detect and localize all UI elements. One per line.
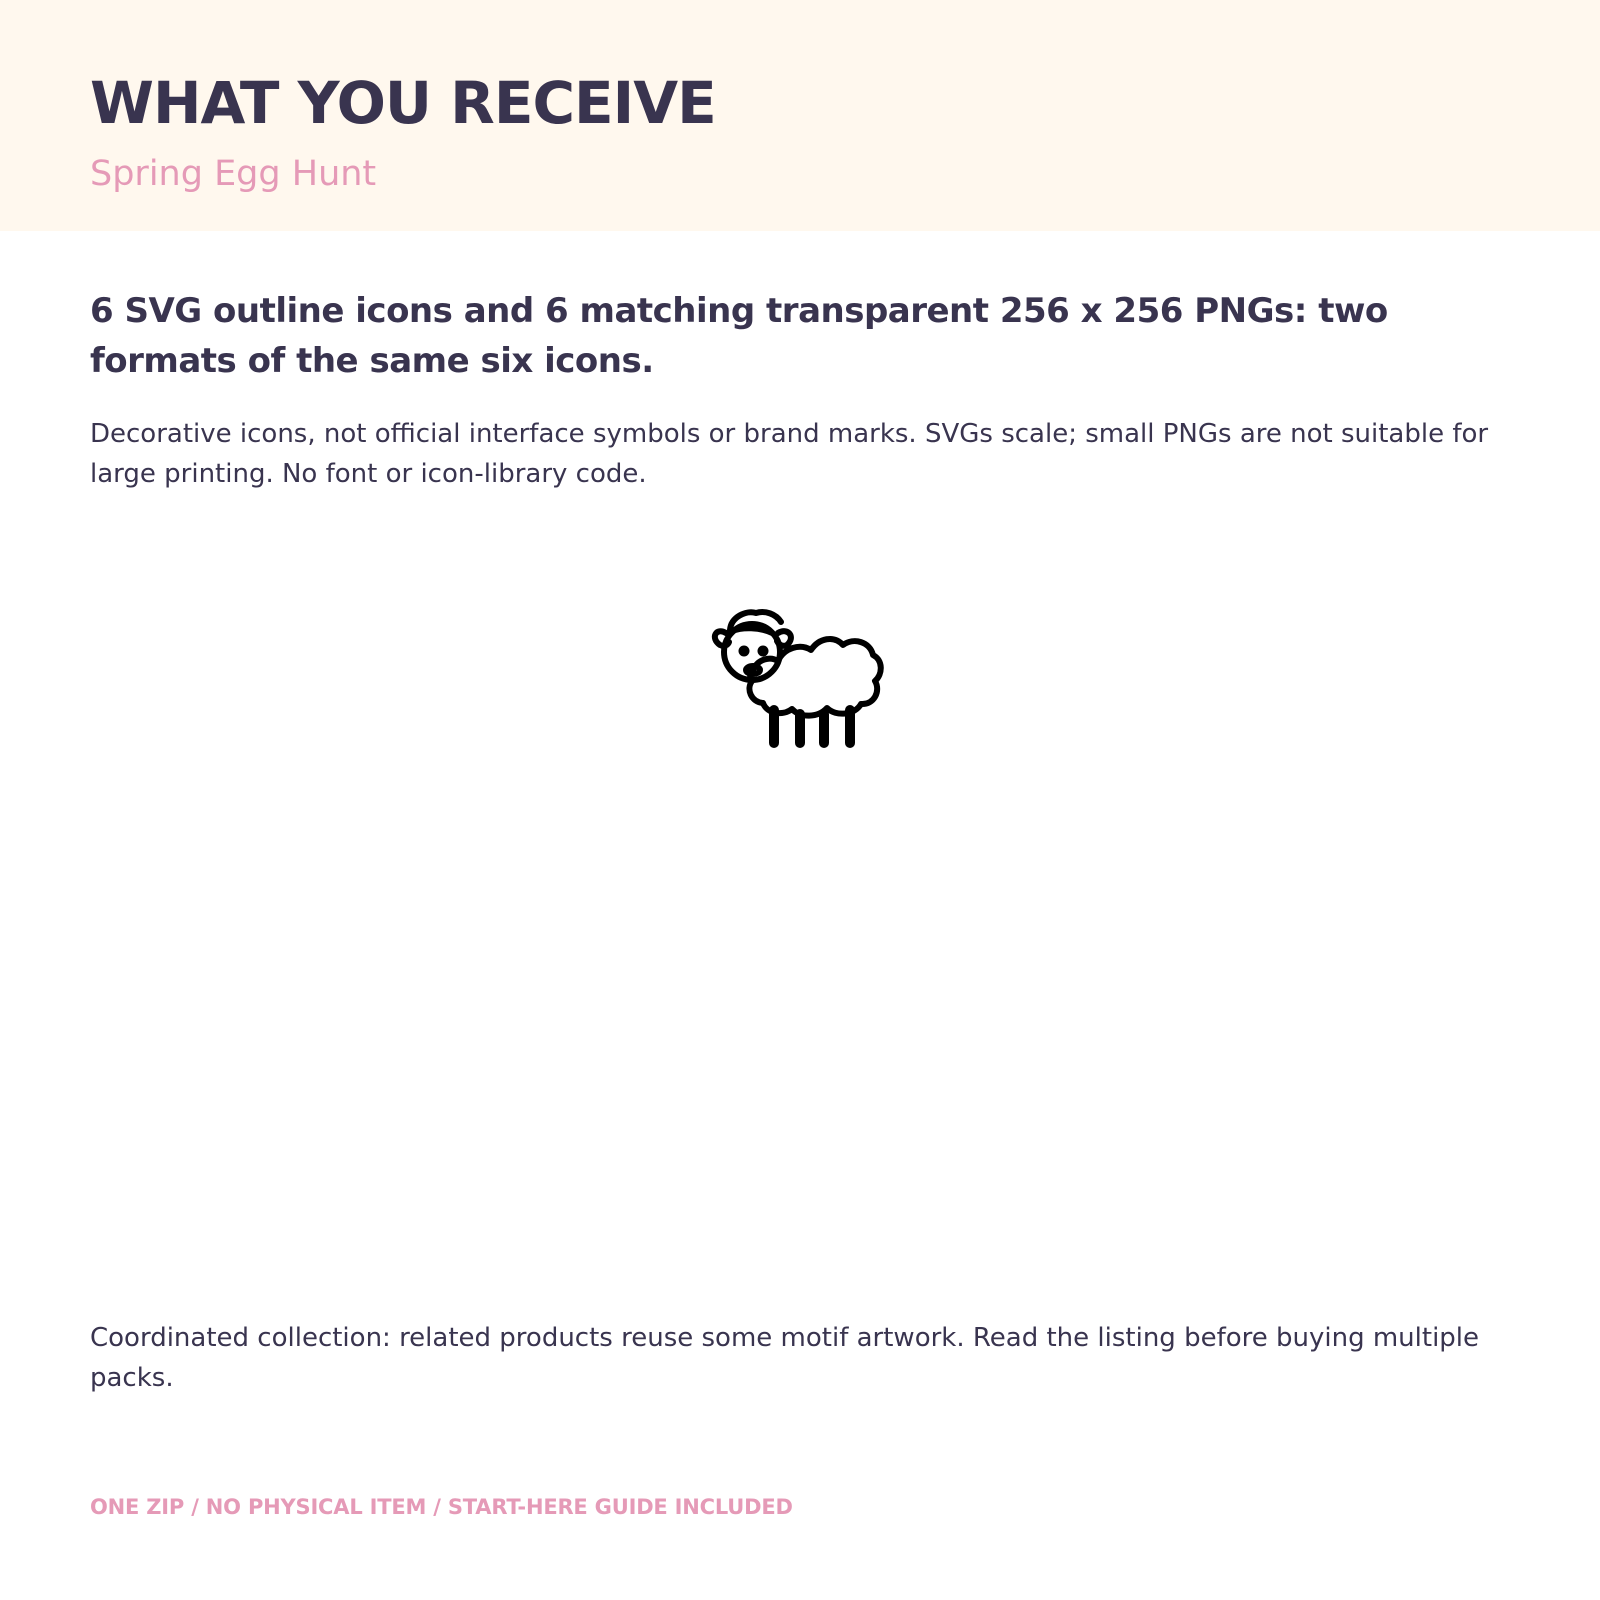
footer-tag: ONE ZIP / NO PHYSICAL ITEM / START-HERE GUIDE INCLUDED	[90, 1495, 793, 1519]
collection-note: Coordinated collection: related products reuse some motif artwork. Read the listing before buying multiple packs.	[90, 1323, 1480, 1393]
sheep-icon	[708, 603, 892, 753]
header-band	[0, 0, 1600, 231]
lead-text: 6 SVG outline icons and 6 matching transparent 256 x 256 PNGs: two formats of the same six icons.	[90, 291, 1388, 381]
note-text: Decorative icons, not official interface symbols or brand marks. SVGs scale; small PNGs are not suitable for large printing. No font or icon-library code.	[90, 419, 1489, 489]
page-subtitle: Spring Egg Hunt	[90, 154, 377, 194]
page-title: WHAT YOU RECEIVE	[90, 69, 716, 137]
